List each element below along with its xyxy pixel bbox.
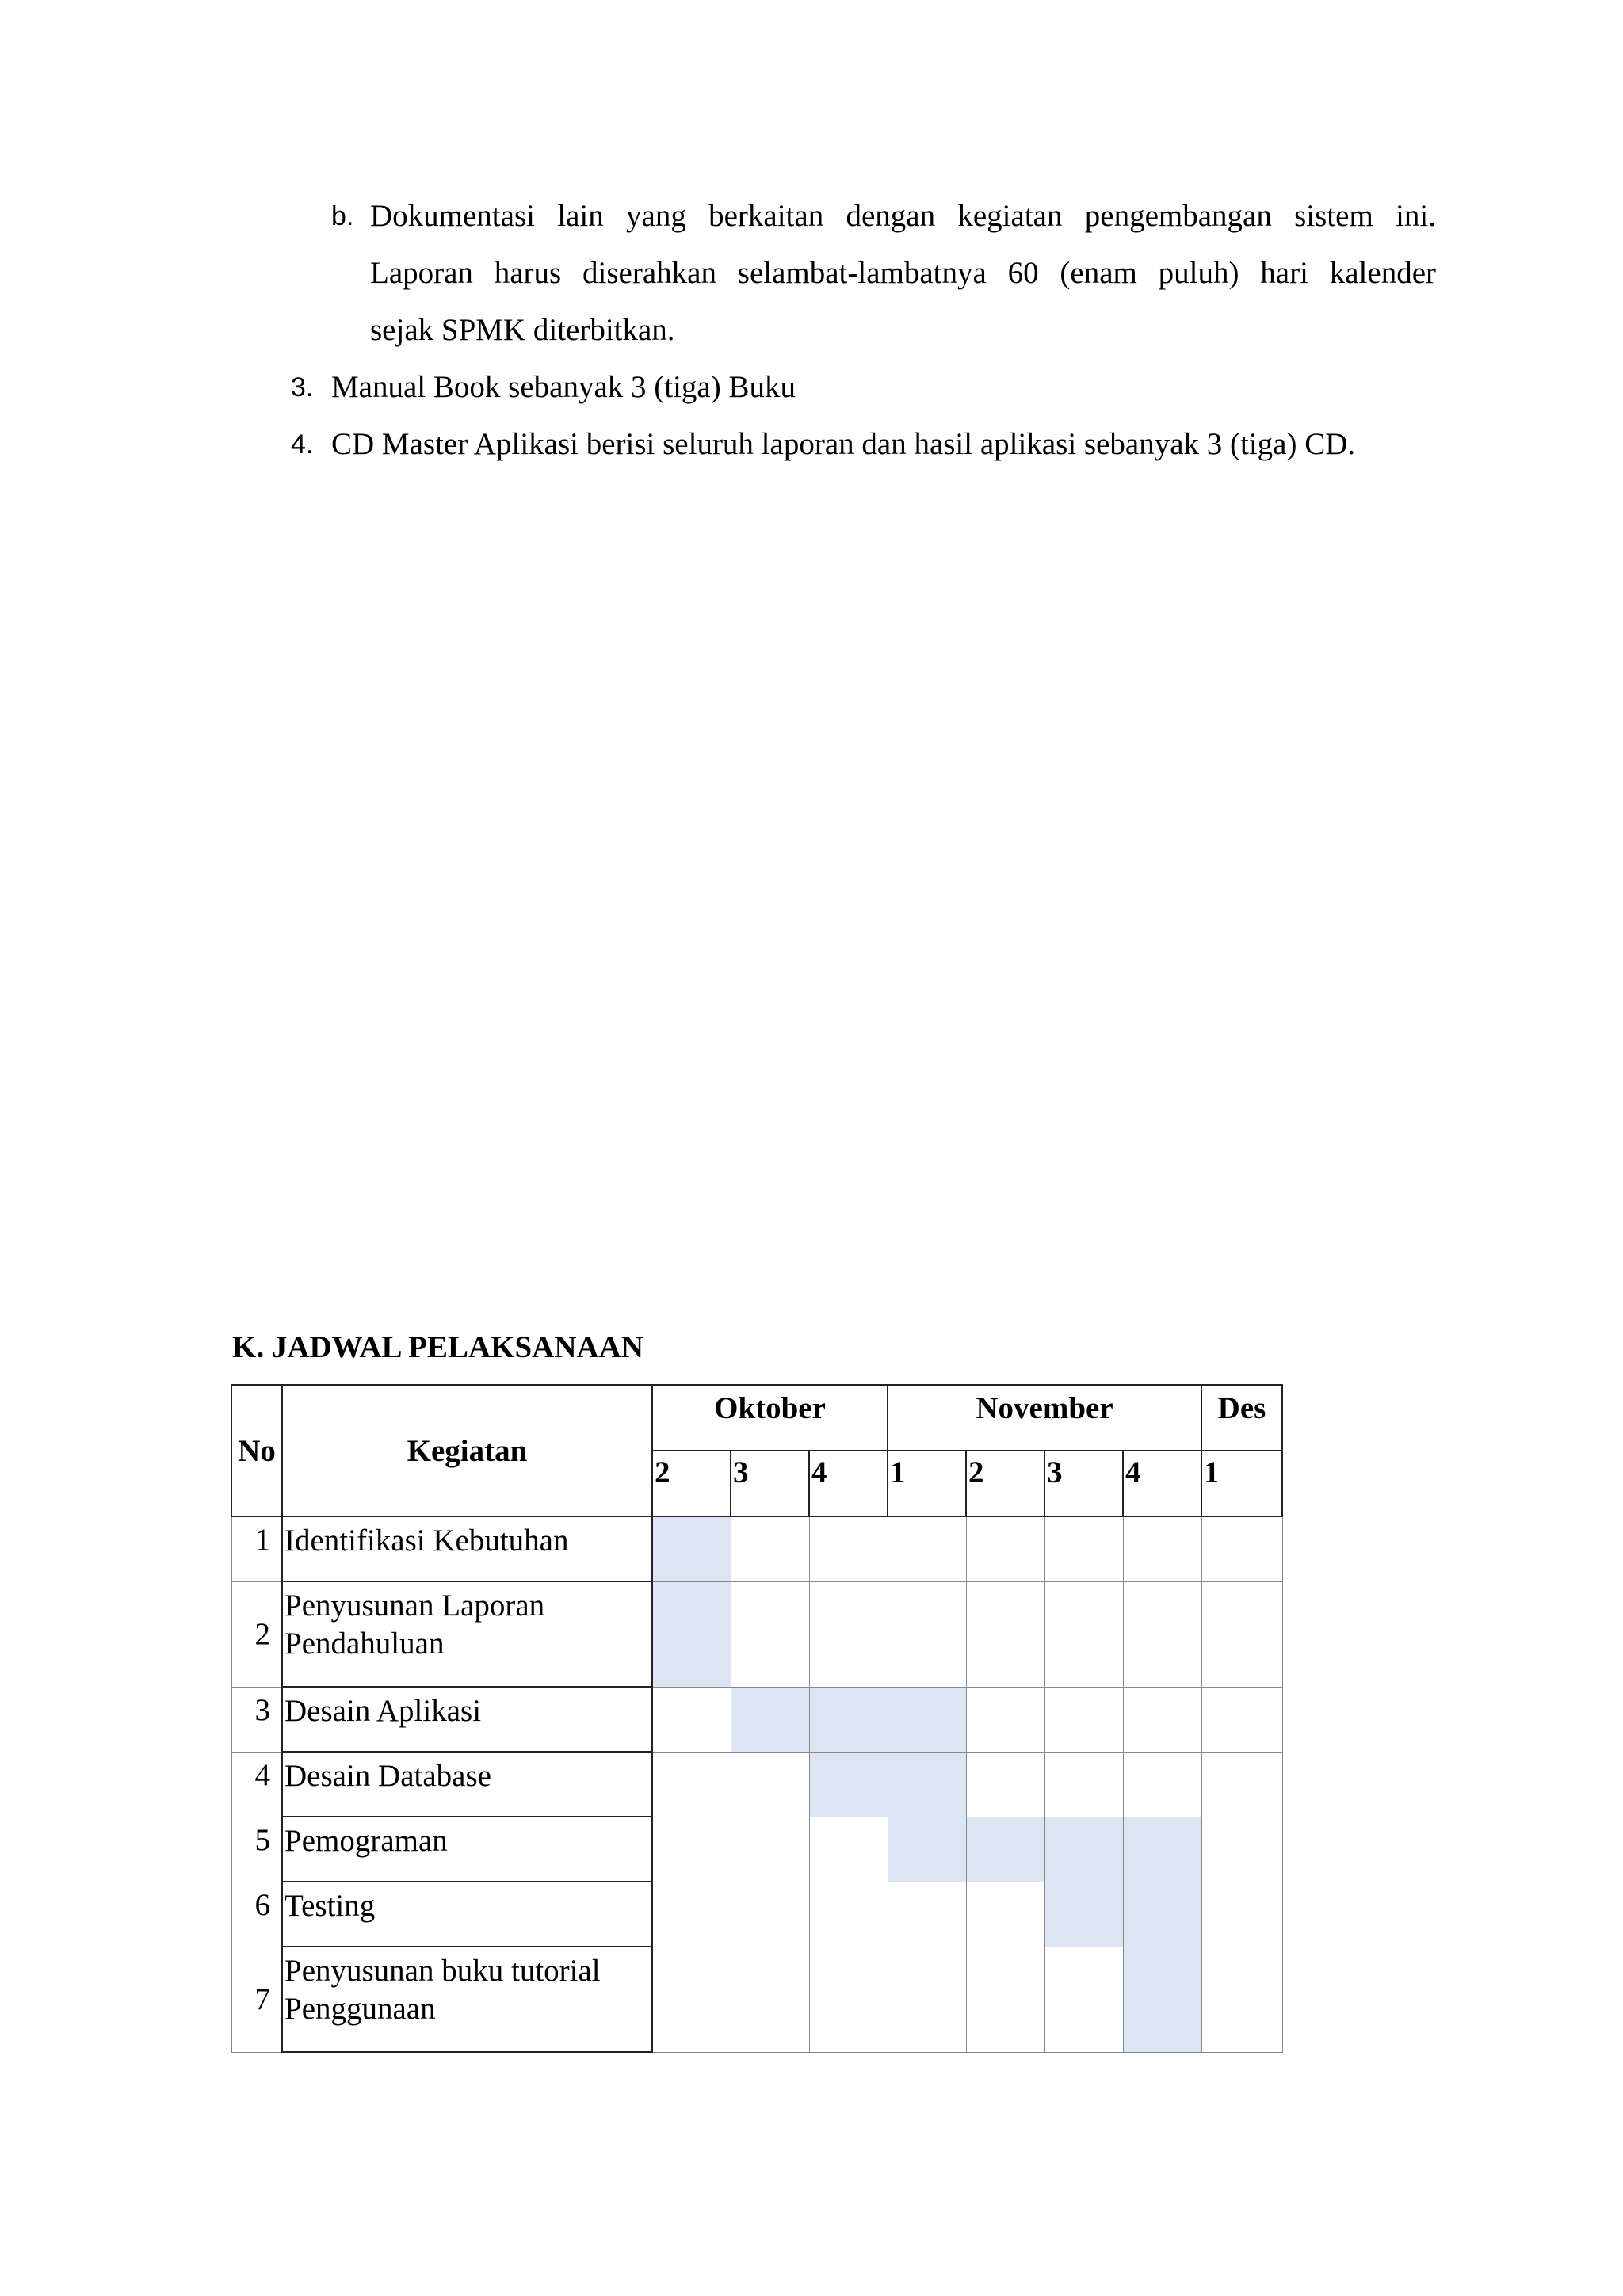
month-oktober: Oktober xyxy=(652,1385,888,1451)
week-cell xyxy=(652,1516,731,1581)
week-header: 3 xyxy=(1044,1451,1123,1516)
week-cell xyxy=(1044,1947,1123,2052)
activity-name xyxy=(282,1581,652,1687)
week-cell xyxy=(1123,1882,1201,1947)
week-header: 1 xyxy=(888,1451,966,1516)
table-row xyxy=(231,1516,1282,1581)
week-cell xyxy=(1201,1752,1282,1817)
schedule-table xyxy=(231,1384,1283,2053)
activity-name-line: Pendahuluan xyxy=(285,1627,445,1661)
activity-name-line: Penggunaan xyxy=(285,1992,436,2026)
table-row xyxy=(231,1752,1282,1817)
week-cell xyxy=(1044,1752,1123,1817)
header-no: No xyxy=(231,1385,282,1516)
week-cell xyxy=(888,1817,966,1882)
table-row xyxy=(231,1581,1282,1687)
list-item-4-text: CD Master Aplikasi berisi seluruh laporan dan hasil aplikasi sebanyak 3 (tiga) CD. xyxy=(331,427,1356,461)
week-cell xyxy=(652,1752,731,1817)
week-cell xyxy=(1123,1752,1201,1817)
table-row xyxy=(231,1817,1282,1882)
week-cell xyxy=(1201,1947,1282,2052)
week-cell xyxy=(731,1882,809,1947)
week-header: 3 xyxy=(731,1451,809,1516)
row-number: 6 xyxy=(231,1882,282,1947)
week-cell xyxy=(1123,1817,1201,1882)
week-cell xyxy=(888,1687,966,1752)
week-cell xyxy=(888,1752,966,1817)
section-heading: K. JADWAL PELAKSANAAN xyxy=(232,1330,643,1364)
list-item-b-line-2: Laporan harus diserahkan selambat-lambatnya 60 (enam puluh) hari kalender xyxy=(370,256,1436,290)
week-cell xyxy=(966,1882,1044,1947)
row-number: 2 xyxy=(231,1581,282,1687)
month-november: November xyxy=(888,1385,1201,1451)
week-cell xyxy=(1201,1516,1282,1581)
week-cell xyxy=(966,1581,1044,1687)
week-cell xyxy=(731,1581,809,1687)
week-cell xyxy=(1044,1687,1123,1752)
month-des: Des xyxy=(1201,1385,1282,1451)
week-header: 1 xyxy=(1201,1451,1282,1516)
week-cell xyxy=(1123,1581,1201,1687)
activity-name xyxy=(282,1947,652,2052)
week-header: 2 xyxy=(652,1451,731,1516)
list-item-b-line-1: Dokumentasi lain yang berkaitan dengan kegiatan pengembangan sistem ini. xyxy=(370,199,1436,233)
table-row xyxy=(231,1687,1282,1752)
week-cell xyxy=(1044,1516,1123,1581)
row-number: 1 xyxy=(231,1516,282,1581)
week-header: 4 xyxy=(1123,1451,1201,1516)
week-cell xyxy=(1044,1817,1123,1882)
week-cell xyxy=(888,1516,966,1581)
week-cell xyxy=(731,1752,809,1817)
row-number: 7 xyxy=(231,1947,282,2052)
week-cell xyxy=(1201,1817,1282,1882)
week-cell xyxy=(888,1581,966,1687)
week-cell xyxy=(966,1752,1044,1817)
week-cell xyxy=(966,1516,1044,1581)
activity-name: Desain Aplikasi xyxy=(282,1687,652,1752)
week-cell xyxy=(1123,1947,1201,2052)
week-cell xyxy=(731,1516,809,1581)
week-cell xyxy=(1201,1882,1282,1947)
week-cell xyxy=(652,1882,731,1947)
activity-name: Testing xyxy=(282,1882,652,1947)
week-cell xyxy=(652,1581,731,1687)
activity-name: Pemograman xyxy=(282,1817,652,1882)
week-cell xyxy=(966,1817,1044,1882)
week-cell xyxy=(809,1752,888,1817)
row-number: 3 xyxy=(231,1687,282,1752)
week-cell xyxy=(731,1947,809,2052)
activity-name: Desain Database xyxy=(282,1752,652,1817)
activity-name-line: Penyusunan Laporan xyxy=(285,1589,545,1623)
table-row xyxy=(231,1882,1282,1947)
week-cell xyxy=(1201,1687,1282,1752)
week-cell xyxy=(809,1817,888,1882)
table-row xyxy=(231,1947,1282,2052)
header-kegiatan: Kegiatan xyxy=(282,1385,652,1516)
week-header: 2 xyxy=(966,1451,1044,1516)
week-cell xyxy=(652,1687,731,1752)
list-item-3-text: Manual Book sebanyak 3 (tiga) Buku xyxy=(331,370,796,404)
week-cell xyxy=(809,1687,888,1752)
row-number: 4 xyxy=(231,1752,282,1817)
week-cell xyxy=(652,1947,731,2052)
week-cell xyxy=(809,1947,888,2052)
activity-name-line: Penyusunan buku tutorial xyxy=(285,1954,601,1988)
week-cell xyxy=(731,1817,809,1882)
week-cell xyxy=(888,1882,966,1947)
week-cell xyxy=(731,1687,809,1752)
week-cell xyxy=(809,1516,888,1581)
week-cell xyxy=(966,1687,1044,1752)
week-cell xyxy=(1044,1581,1123,1687)
list-item-b-line-3: sejak SPMK diterbitkan. xyxy=(370,313,675,347)
week-cell xyxy=(809,1581,888,1687)
week-cell xyxy=(809,1882,888,1947)
week-cell xyxy=(1044,1882,1123,1947)
week-cell xyxy=(966,1947,1044,2052)
week-cell xyxy=(1201,1581,1282,1687)
list-marker-3: 3. xyxy=(291,372,314,402)
list-marker-b: b. xyxy=(331,201,354,231)
activity-name: Identifikasi Kebutuhan xyxy=(282,1516,652,1581)
week-cell xyxy=(1123,1516,1201,1581)
week-header: 4 xyxy=(809,1451,888,1516)
week-cell xyxy=(888,1947,966,2052)
week-cell xyxy=(652,1817,731,1882)
row-number: 5 xyxy=(231,1817,282,1882)
header-row-months xyxy=(231,1385,1282,1451)
week-cell xyxy=(1123,1687,1201,1752)
list-marker-4: 4. xyxy=(291,429,314,460)
